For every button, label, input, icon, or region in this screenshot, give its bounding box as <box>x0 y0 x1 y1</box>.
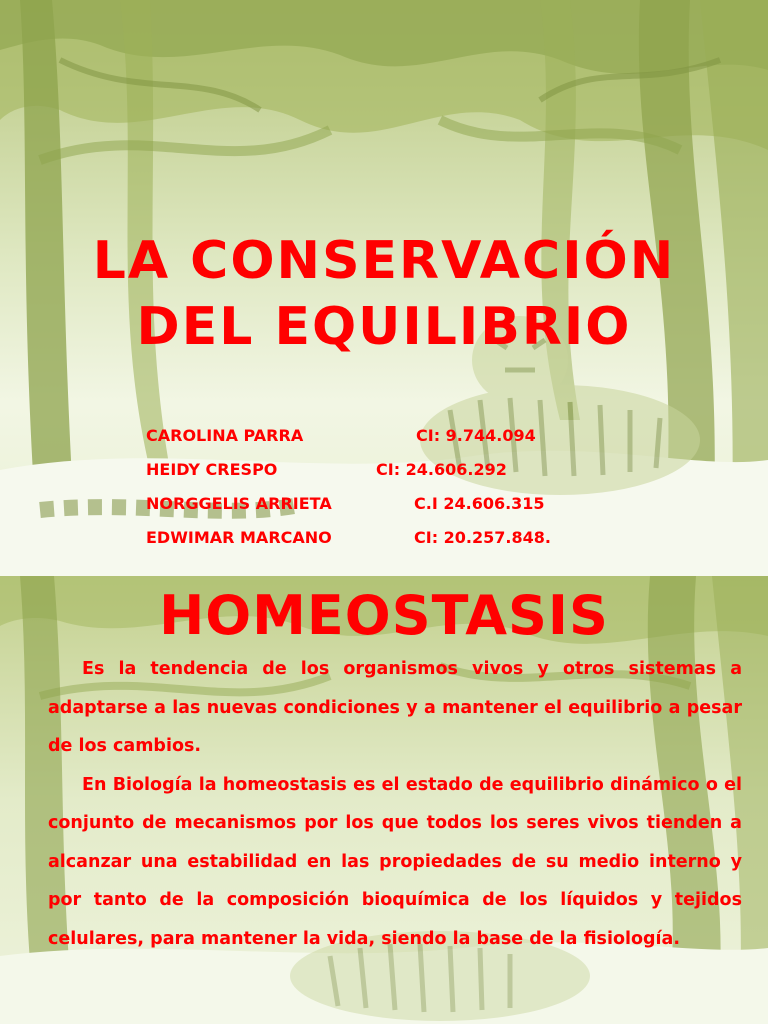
author-name: CAROLINA PARRA <box>146 426 304 445</box>
author-list <box>146 424 551 560</box>
author-id: CI: 20.257.848. <box>414 528 551 547</box>
author-name: NORGGELIS ARRIETA <box>146 494 332 513</box>
section-heading: HOMEOSTASIS <box>159 584 609 647</box>
author-row <box>146 492 545 526</box>
author-id: C.I 24.606.315 <box>414 494 545 513</box>
title-line-2: DEL EQUILIBRIO <box>136 297 632 357</box>
author-name: HEIDY CRESPO <box>146 460 278 479</box>
paragraph-biology: En Biología la homeostasis es el estado de equilibrio dinámico o el conjunto de mecanismos por los que todos los seres vivos tienden a alcanzar una estabilidad en las propiedades de su medio interno y por tanto de la composición bioquímica de los líquidos y tejidos celulares, para mantener la vida, siendo la base de la fisiología. <box>48 774 742 949</box>
paragraph-definition: Es la tendencia de los organismos vivos y otros sistemas a adaptarse a las nuevas condiciones y a mantener el equilibrio a pesar de los cambios. <box>48 659 742 756</box>
slide-title-heading <box>0 228 768 360</box>
author-name: EDWIMAR MARCANO <box>146 528 332 547</box>
body-text <box>48 650 742 958</box>
author-row <box>146 526 551 560</box>
author-row <box>146 424 536 458</box>
author-row <box>146 458 507 492</box>
slide-homeostasis <box>0 576 768 1024</box>
author-id: CI: 24.606.292 <box>376 460 507 479</box>
title-line-1: LA CONSERVACIÓN <box>92 231 676 291</box>
author-id: CI: 9.744.094 <box>416 426 536 445</box>
